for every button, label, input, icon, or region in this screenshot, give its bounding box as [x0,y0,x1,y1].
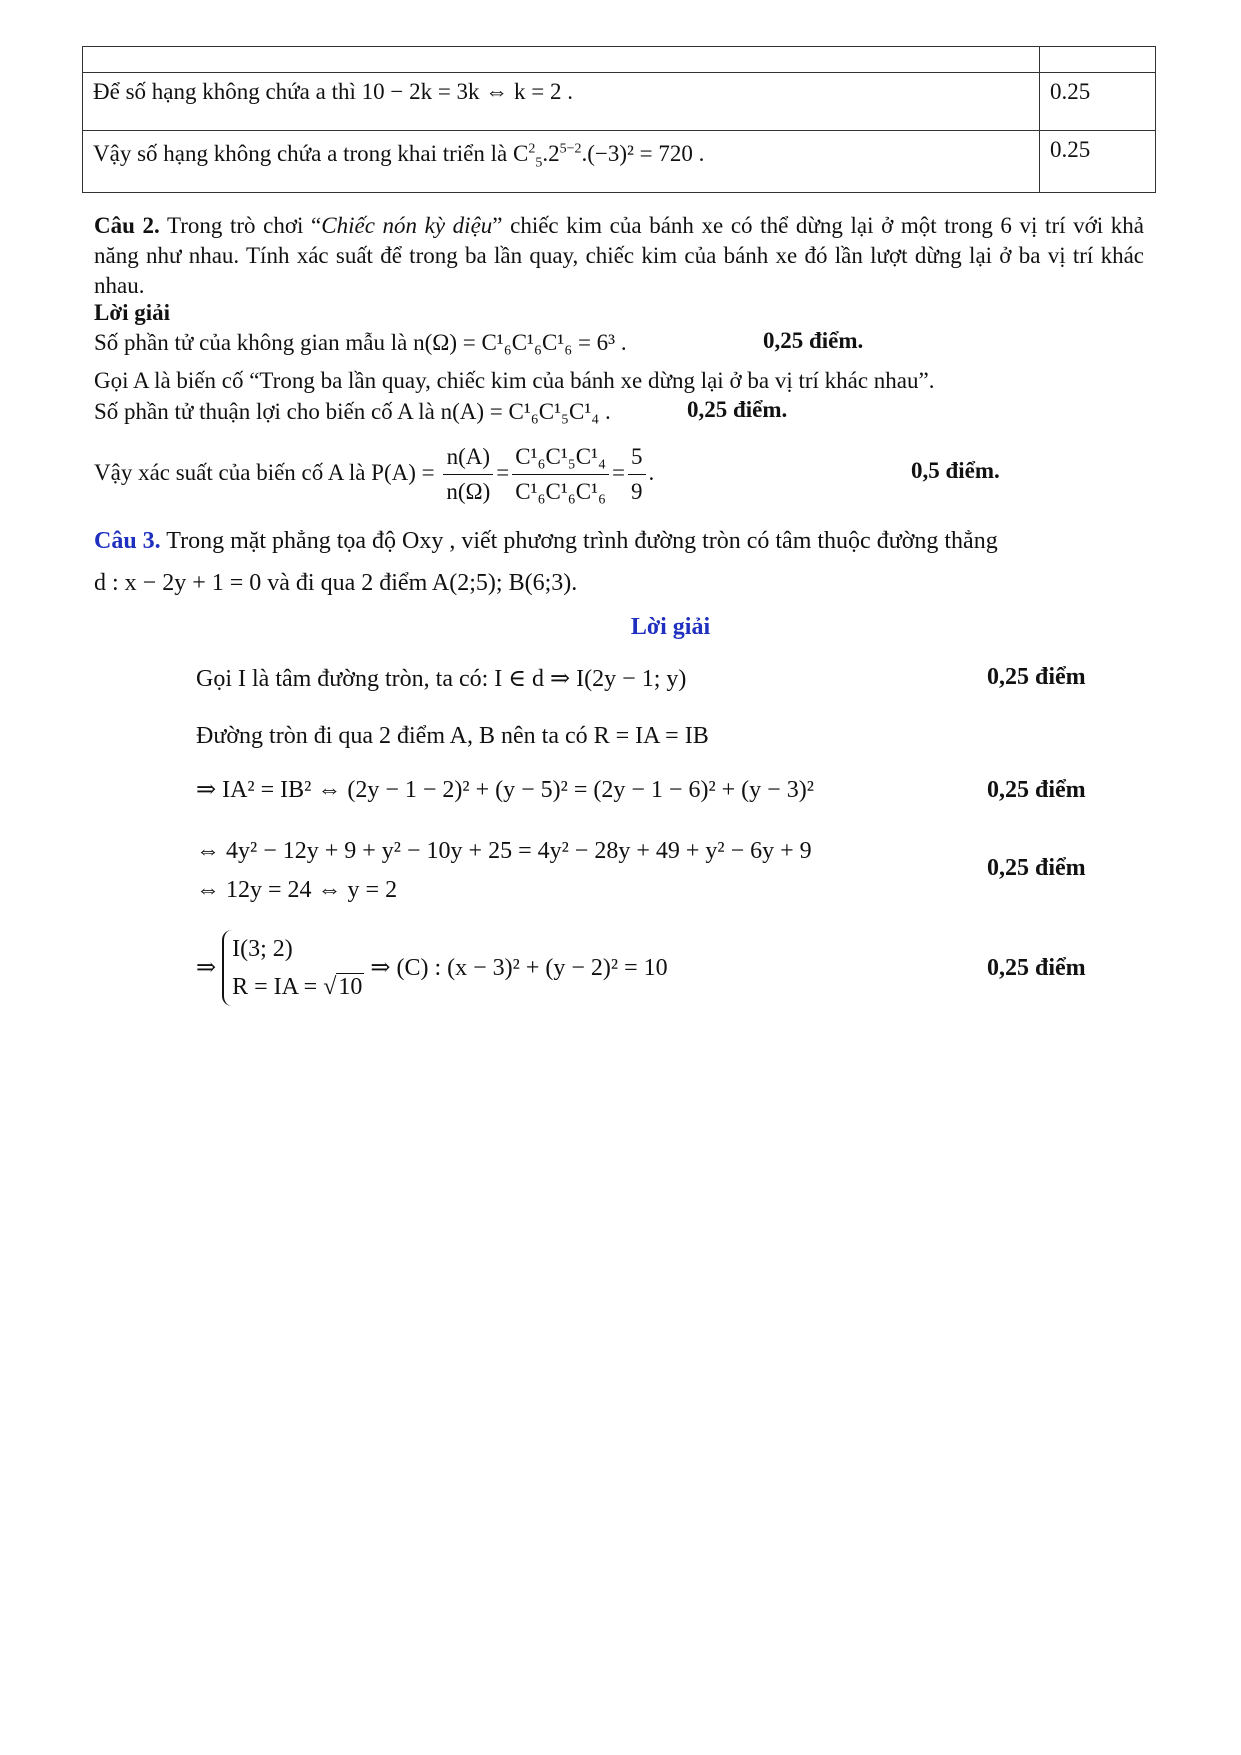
q3-step-3: ⇒ IA² = IB² ⇔ (2y − 1 − 2)² + (y − 5)² = (2y − 1 − 6)² + (y − 3)² [196,777,814,803]
table-cell-text: Để số hạng không chứa a thì 10 − 2k = 3k ⇔ k = 2 . [83,73,1040,131]
question-3-text-a: Trong mặt phẳng tọa độ Oxy , viết phương trình đường tròn có tâm thuộc đường thẳng [160,528,998,554]
q3-step-1-score: 0,25 điểm [987,664,1086,690]
q3-step-3-score: 0,25 điểm [987,777,1086,803]
fraction-denominator: C¹₆C¹₆C¹₆ [515,479,607,504]
q2-line-4: Vậy xác suất của biến cố A là P(A) = $\frac{n(A)}{n(\Omega)}$ = $\frac{\text{C¹₆C¹₅C¹₄}}{\text{C¹₆C¹₆C¹₆}}$ = $\frac{5}{9}$ . [94,440,654,509]
question-3-label: Câu 3. [94,528,161,554]
fraction-result [628,440,646,509]
q3-step-5 [196,930,668,1006]
q2-line-1: Số phần tử của không gian mẫu là n(Ω) = C¹₆C¹₆C¹₆ = 6³ . [94,330,627,355]
q3-step-2: Đường tròn đi qua 2 điểm A, B nên ta có R = IA = IB [196,723,709,749]
question-3 [94,520,1144,604]
system-line-1: I(3; 2) [232,936,293,962]
table-cell-score: 0.25 [1040,131,1156,193]
implies-symbol: ⇒ [196,955,217,981]
row-text: Vậy số hạng không chứa a trong khai triển là C [93,141,529,166]
q3-step-1: Gọi I là tâm đường tròn, ta có: I ∈ d ⇒ I(2y − 1; y) [196,666,687,692]
q2-line-1-score: 0,25 điểm. [763,328,864,353]
question-2-text-a: Trong trò chơi “ [159,213,322,238]
question-2-solution-label: Lời giải [94,300,170,325]
q3-step-4-score: 0,25 điểm [987,855,1086,881]
fraction-numerator: 5 [628,440,646,475]
sqrt-value: 10 [338,974,363,1000]
q2-line-3-score: 0,25 điểm. [687,397,788,422]
question-2-game-title: Chiếc nón kỳ diệu [321,213,493,238]
row-text-exp: 5−2 [559,141,582,157]
table-row [83,131,1156,193]
system-line-2: R = IA = √10 [232,974,363,1000]
system-line-2-text: R = IA = [232,974,324,1000]
q2-line-4-score: 0,5 điểm. [911,458,1000,483]
row-text-sub: 5 [535,155,543,171]
q2-line-4-prefix: Vậy xác suất của biến cố A là P(A) = [94,459,435,485]
question-2 [94,211,1144,301]
q2-line-3: Số phần tử thuận lợi cho biến cố A là n(A) = C¹₆C¹₅C¹₄ . [94,399,611,424]
q3-step-4b: ⇔ 12y = 24 ⇔ y = 2 [196,877,398,903]
question-3-text-b: d : x − 2y + 1 = 0 và đi qua 2 điểm A(2;5); B(6;3). [94,570,578,596]
row-text-after: .2 [542,141,560,166]
circle-equation: ⇒ (C) : (x − 3)² + (y − 2)² = 10 [370,955,668,981]
question-3-solution-label: Lời giải [630,614,711,640]
fraction-denominator: n(Ω) [446,479,491,504]
scoring-table [82,46,1156,193]
table-row [83,73,1156,131]
table-row [83,47,1156,73]
row-text-sup: 2 [528,141,536,157]
question-2-label: Câu 2. [94,213,160,238]
table-cell-score [1040,47,1156,73]
q2-line-2: Gọi A là biến cố “Trong ba lần quay, chiếc kim của bánh xe dừng lại ở ba vị trí khác nhau”. [94,368,935,393]
equation-system [222,930,364,1006]
fraction-combinations [512,440,609,509]
q3-step-4a: ⇔ 4y² − 12y + 9 + y² − 10y + 25 = 4y² − 28y + 49 + y² − 6y + 9 [196,838,812,864]
fraction-n-a-over-n-omega [443,440,493,509]
table-cell-score: 0.25 [1040,73,1156,131]
question-2-text-b: ” chiếc kim của bánh xe có thể dừng lại ở một trong 6 vị trí với khả năng như nhau. Tính xác suất để trong ba lần quay, chiếc kim của bánh xe đó lần lượt dừng lại ở ba vị trí khác nhau. [94,213,1144,298]
row-text-tail: .(−3)² = 720 . [581,141,705,166]
fraction-numerator: C¹₆C¹₅C¹₄ [512,440,609,475]
fraction-numerator: n(A) [443,440,493,475]
table-cell-text [83,47,1040,73]
q3-step-5-score: 0,25 điểm [987,955,1086,981]
table-cell-text [83,131,1040,193]
fraction-denominator: 9 [631,479,643,504]
